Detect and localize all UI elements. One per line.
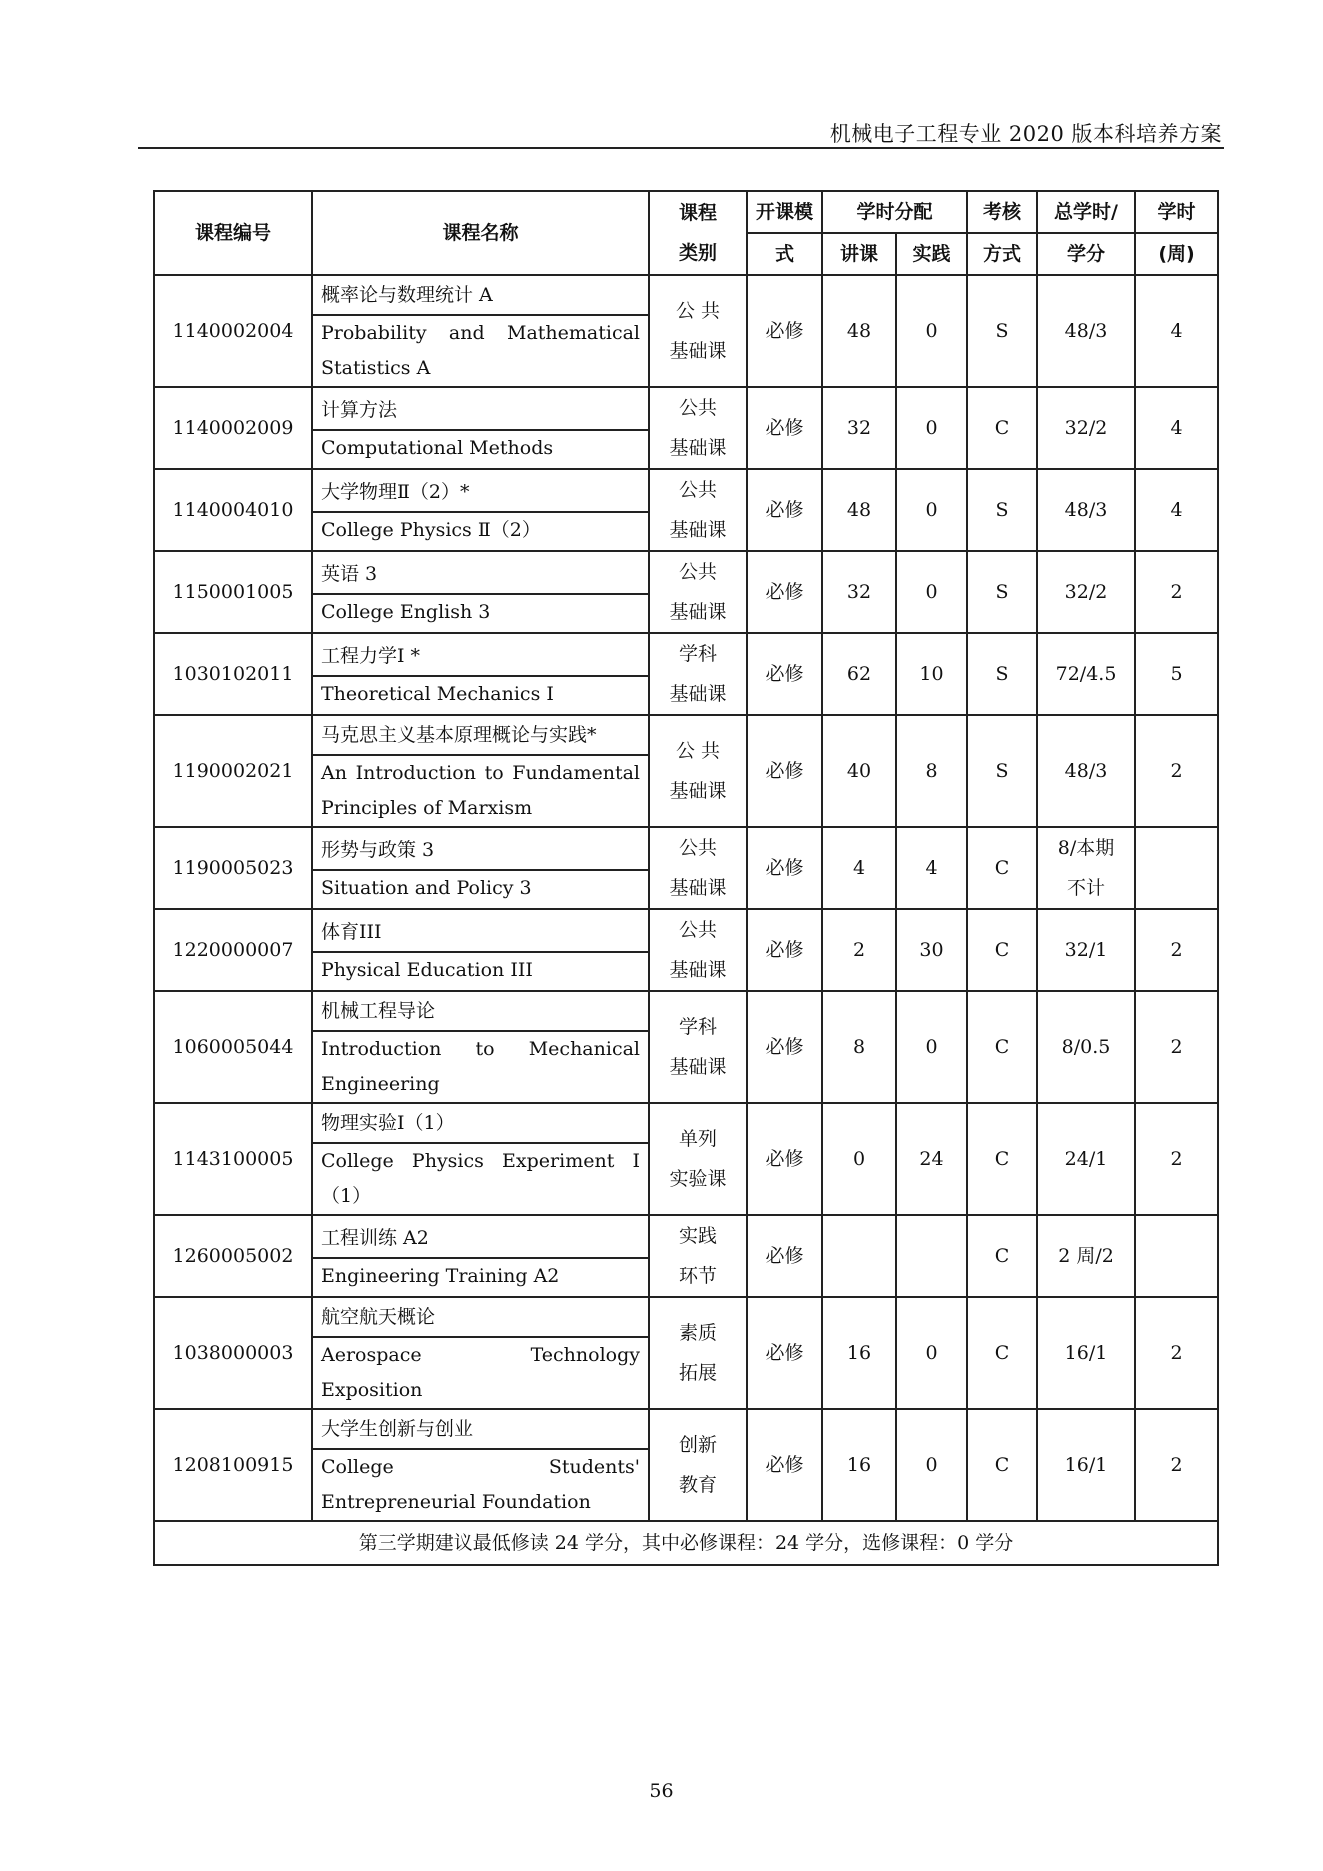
course-code: 1208100915	[154, 1409, 312, 1521]
course-type-line2: 基础课	[669, 519, 727, 541]
course-type	[649, 715, 747, 827]
course-type	[649, 387, 747, 469]
table-footer-note: 第三学期建议最低修读 24 学分，其中必修课程：24 学分，选修课程：0 学分	[154, 1521, 1218, 1565]
course-type	[649, 469, 747, 551]
course-type	[649, 1103, 747, 1215]
header-practice: 实践	[896, 233, 967, 275]
course-type-line1: 公共	[678, 837, 717, 859]
exam-type: S	[967, 633, 1037, 715]
course-type-line1: 单列	[678, 1128, 717, 1150]
lecture-hours: 4	[822, 827, 896, 909]
total-hours-credits: 32/2	[1037, 551, 1135, 633]
course-code: 1140002009	[154, 387, 312, 469]
table-row	[154, 827, 1218, 909]
weekly-hours: 4	[1135, 387, 1218, 469]
header-weekly: 学时	[1135, 191, 1218, 233]
course-type-line2: 拓展	[678, 1362, 717, 1384]
total-hours-credits: 48/3	[1037, 275, 1135, 387]
course-mode: 必修	[747, 909, 822, 991]
lecture-hours: 48	[822, 275, 896, 387]
header-mode-line2: 式	[747, 233, 822, 275]
course-name	[312, 275, 649, 387]
course-mode: 必修	[747, 827, 822, 909]
course-code: 1190002021	[154, 715, 312, 827]
course-name-en: Situation and Policy 3	[321, 876, 532, 899]
table-row	[154, 387, 1218, 469]
course-mode: 必修	[747, 275, 822, 387]
weekly-hours: 2	[1135, 551, 1218, 633]
course-mode: 必修	[747, 387, 822, 469]
course-name	[312, 387, 649, 469]
course-type-line1: 学科	[678, 643, 717, 665]
table-row	[154, 1409, 1218, 1521]
lecture-hours: 0	[822, 1103, 896, 1215]
header-exam-line2: 方式	[967, 233, 1037, 275]
table-row	[154, 909, 1218, 991]
exam-type: C	[967, 1215, 1037, 1297]
weekly-hours: 2	[1135, 909, 1218, 991]
practice-hours	[896, 1215, 967, 1297]
lecture-hours: 62	[822, 633, 896, 715]
table-row	[154, 551, 1218, 633]
course-code: 1190005023	[154, 827, 312, 909]
course-type	[649, 909, 747, 991]
practice-hours: 0	[896, 387, 967, 469]
table-row	[154, 1297, 1218, 1409]
course-name-en: Computational Methods	[321, 436, 554, 459]
course-type	[649, 991, 747, 1103]
weekly-hours: 2	[1135, 715, 1218, 827]
course-name-zh: 概率论与数理统计 A	[313, 276, 648, 316]
header-lecture: 讲课	[822, 233, 896, 275]
course-type-line2: 基础课	[669, 340, 727, 362]
weekly-hours: 2	[1135, 1103, 1218, 1215]
course-name	[312, 1215, 649, 1297]
course-name-zh: 机械工程导论	[313, 992, 648, 1032]
total-hours-credits: 8/本期不计	[1037, 827, 1135, 909]
exam-type: S	[967, 551, 1037, 633]
exam-type: C	[967, 1103, 1037, 1215]
header-weekly-line2: (周)	[1135, 233, 1218, 275]
course-code: 1060005044	[154, 991, 312, 1103]
course-type	[649, 1215, 747, 1297]
course-name-zh: 体育III	[313, 913, 648, 953]
course-name-en: Physical Education III	[321, 958, 533, 981]
table-row	[154, 275, 1218, 387]
course-type-line2: 基础课	[669, 601, 727, 623]
course-type-line1: 公共	[678, 397, 717, 419]
course-mode: 必修	[747, 1409, 822, 1521]
practice-hours: 30	[896, 909, 967, 991]
course-name-en: Probability and Mathematical Statistics A	[321, 322, 640, 379]
course-name-en: College Physics Experiment Ⅰ（1）	[321, 1150, 640, 1207]
course-name-en: Introduction to Mechanical Engineering	[321, 1038, 640, 1095]
course-name-en: Aerospace Technology Exposition	[321, 1344, 640, 1401]
course-name	[312, 1409, 649, 1521]
lecture-hours: 32	[822, 551, 896, 633]
header-exam: 考核	[967, 191, 1037, 233]
course-code: 1143100005	[154, 1103, 312, 1215]
total-hours-credits: 32/2	[1037, 387, 1135, 469]
course-name-zh: 马克思主义基本原理概论与实践*	[313, 716, 648, 756]
course-mode: 必修	[747, 1297, 822, 1409]
course-mode: 必修	[747, 715, 822, 827]
course-name-en: Theoretical Mechanics Ⅰ	[321, 682, 554, 705]
exam-type: C	[967, 991, 1037, 1103]
course-type	[649, 1409, 747, 1521]
course-type-line1: 实践	[678, 1225, 717, 1247]
header-type-line2: 类别	[678, 242, 717, 264]
weekly-hours: 2	[1135, 1409, 1218, 1521]
course-code: 1140004010	[154, 469, 312, 551]
course-name	[312, 1297, 649, 1409]
course-type-line1: 公共	[678, 479, 717, 501]
exam-type: C	[967, 827, 1037, 909]
course-name-en: An Introduction to Fundamental Principles of Marxism	[321, 762, 640, 819]
practice-hours: 0	[896, 469, 967, 551]
header-course-code: 课程编号	[154, 191, 312, 275]
course-type-line1: 素质	[678, 1322, 717, 1344]
course-name-zh: 大学物理Ⅱ（2）*	[313, 473, 648, 513]
course-name-zh: 工程训练 A2	[313, 1219, 648, 1259]
practice-hours: 0	[896, 1297, 967, 1409]
exam-type: C	[967, 1409, 1037, 1521]
course-type-line2: 基础课	[669, 877, 727, 899]
weekly-hours	[1135, 1215, 1218, 1297]
lecture-hours: 48	[822, 469, 896, 551]
weekly-hours: 4	[1135, 469, 1218, 551]
course-type	[649, 827, 747, 909]
course-type-line1: 公 共	[675, 300, 721, 322]
course-name-zh: 大学生创新与创业	[313, 1410, 648, 1450]
course-type-line2: 基础课	[669, 1056, 727, 1078]
header-course-type	[649, 191, 747, 275]
course-name-zh: 形势与政策 3	[313, 831, 648, 871]
exam-type: C	[967, 1297, 1037, 1409]
table-row	[154, 1215, 1218, 1297]
total-hours-credits: 8/0.5	[1037, 991, 1135, 1103]
course-name-zh: 航空航天概论	[313, 1298, 648, 1338]
course-name	[312, 1103, 649, 1215]
course-type-line2: 教育	[678, 1474, 717, 1496]
total-hours-credits: 24/1	[1037, 1103, 1135, 1215]
course-code: 1038000003	[154, 1297, 312, 1409]
course-code: 1140002004	[154, 275, 312, 387]
course-name-zh: 计算方法	[313, 391, 648, 431]
lecture-hours	[822, 1215, 896, 1297]
lecture-hours: 32	[822, 387, 896, 469]
course-type-line2: 基础课	[669, 437, 727, 459]
course-mode: 必修	[747, 1103, 822, 1215]
course-table	[153, 190, 1219, 1566]
course-type-line2: 基础课	[669, 780, 727, 802]
course-type-line2: 环节	[678, 1265, 717, 1287]
exam-type: C	[967, 909, 1037, 991]
course-name	[312, 909, 649, 991]
course-name-en: College English 3	[321, 600, 491, 623]
course-type-line2: 实验课	[669, 1168, 727, 1190]
course-type	[649, 551, 747, 633]
header-type-line1: 课程	[678, 202, 717, 224]
course-type-line1: 学科	[678, 1016, 717, 1038]
total-hours-credits: 48/3	[1037, 715, 1135, 827]
course-mode: 必修	[747, 991, 822, 1103]
exam-type: S	[967, 275, 1037, 387]
exam-type: S	[967, 715, 1037, 827]
exam-type: S	[967, 469, 1037, 551]
course-name	[312, 827, 649, 909]
course-code: 1030102011	[154, 633, 312, 715]
table-row	[154, 469, 1218, 551]
practice-hours: 24	[896, 1103, 967, 1215]
course-name	[312, 715, 649, 827]
header-total: 总学时/	[1037, 191, 1135, 233]
practice-hours: 0	[896, 1409, 967, 1521]
course-mode: 必修	[747, 469, 822, 551]
total-hours-credits: 32/1	[1037, 909, 1135, 991]
practice-hours: 0	[896, 275, 967, 387]
course-name	[312, 469, 649, 551]
table-row	[154, 991, 1218, 1103]
weekly-hours	[1135, 827, 1218, 909]
practice-hours: 0	[896, 551, 967, 633]
course-type-line2: 基础课	[669, 959, 727, 981]
course-name	[312, 551, 649, 633]
header-mode: 开课模	[747, 191, 822, 233]
course-rows	[154, 275, 1218, 1565]
header-course-name: 课程名称	[312, 191, 649, 275]
header-rule	[138, 147, 1224, 149]
weekly-hours: 2	[1135, 991, 1218, 1103]
lecture-hours: 16	[822, 1409, 896, 1521]
header-hours: 学时分配	[822, 191, 967, 233]
course-name	[312, 633, 649, 715]
exam-type: C	[967, 387, 1037, 469]
practice-hours: 0	[896, 991, 967, 1103]
weekly-hours: 4	[1135, 275, 1218, 387]
course-name-zh: 物理实验Ⅰ（1）	[313, 1104, 648, 1144]
lecture-hours: 2	[822, 909, 896, 991]
page-header-title: 机械电子工程专业 2020 版本科培养方案	[829, 122, 1222, 146]
course-name-en: Engineering Training A2	[321, 1264, 560, 1287]
course-mode: 必修	[747, 1215, 822, 1297]
total-hours-credits: 16/1	[1037, 1297, 1135, 1409]
total-hours-credits: 72/4.5	[1037, 633, 1135, 715]
practice-hours: 10	[896, 633, 967, 715]
course-name-zh: 英语 3	[313, 555, 648, 595]
header-total-line2: 学分	[1037, 233, 1135, 275]
weekly-hours: 2	[1135, 1297, 1218, 1409]
course-code: 1150001005	[154, 551, 312, 633]
course-type-line1: 公共	[678, 561, 717, 583]
course-name-en: College Students' Entrepreneurial Foundation	[321, 1456, 640, 1513]
lecture-hours: 40	[822, 715, 896, 827]
practice-hours: 8	[896, 715, 967, 827]
total-hours-credits: 48/3	[1037, 469, 1135, 551]
course-type-line1: 公共	[678, 919, 717, 941]
table-row	[154, 633, 1218, 715]
course-type-line2: 基础课	[669, 683, 727, 705]
weekly-hours: 5	[1135, 633, 1218, 715]
table-row	[154, 715, 1218, 827]
course-type	[649, 633, 747, 715]
course-type	[649, 275, 747, 387]
lecture-hours: 8	[822, 991, 896, 1103]
course-mode: 必修	[747, 551, 822, 633]
course-code: 1260005002	[154, 1215, 312, 1297]
course-mode: 必修	[747, 633, 822, 715]
total-hours-credits: 16/1	[1037, 1409, 1135, 1521]
lecture-hours: 16	[822, 1297, 896, 1409]
course-name	[312, 991, 649, 1103]
total-hours-credits: 2 周/2	[1037, 1215, 1135, 1297]
page-number: 56	[649, 1780, 674, 1802]
course-type-line1: 公 共	[675, 740, 721, 762]
course-code: 1220000007	[154, 909, 312, 991]
course-name-zh: 工程力学Ⅰ *	[313, 637, 648, 677]
course-type	[649, 1297, 747, 1409]
course-type-line1: 创新	[678, 1434, 717, 1456]
practice-hours: 4	[896, 827, 967, 909]
table-row	[154, 1103, 1218, 1215]
course-name-en: College Physics Ⅱ（2）	[321, 518, 541, 541]
